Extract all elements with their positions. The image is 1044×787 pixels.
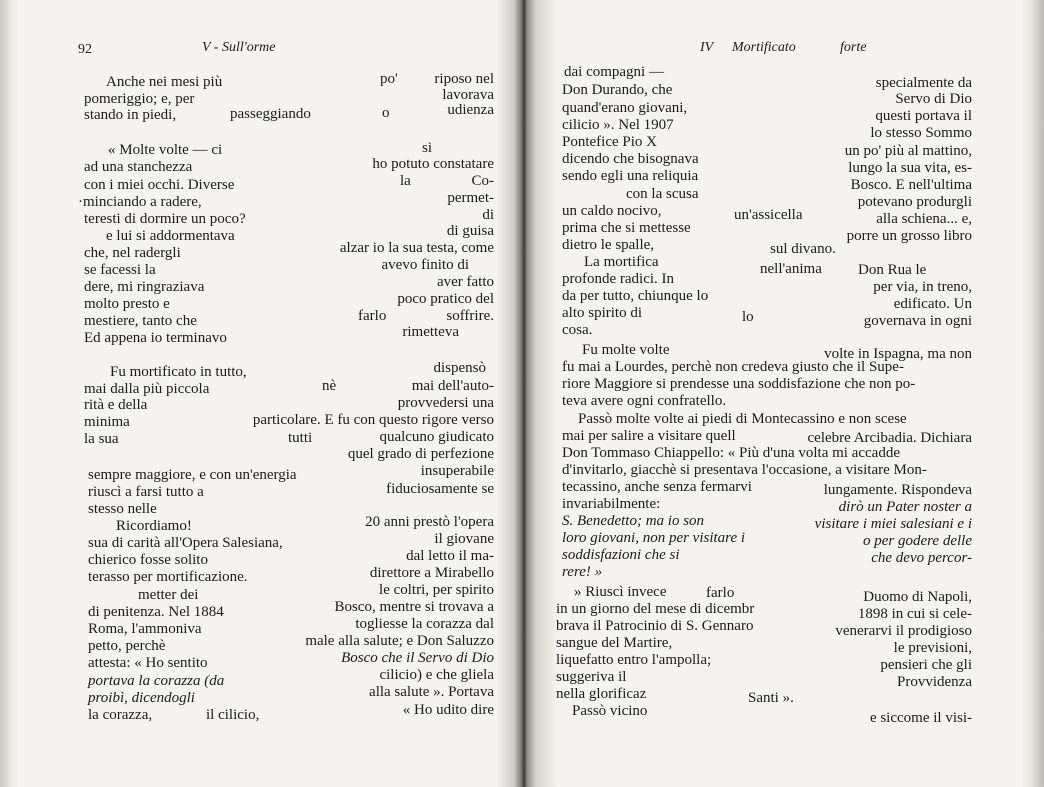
text-line: Bosco. E nell'ultima bbox=[850, 177, 972, 193]
text-line: fu mai a Lourdes, perchè non credeva giusto che il Supe- bbox=[562, 359, 904, 375]
text-line: alto spirito di bbox=[562, 305, 642, 321]
text-line: d'invitarlo, giacchè si presentava l'occasione, a visitare Mon- bbox=[562, 462, 927, 478]
text-line: dicendo che bisognava bbox=[562, 151, 699, 167]
page-edge-right bbox=[1022, 0, 1044, 787]
text-line: profonde radici. In bbox=[562, 271, 675, 287]
text-line: chierico fosse solito bbox=[88, 552, 208, 568]
text-line: cilicio) e che gliela bbox=[379, 667, 494, 683]
text-line: dispensò bbox=[433, 360, 486, 376]
text-line: mestiere, tanto che bbox=[84, 313, 197, 329]
page-number: 92 bbox=[78, 42, 92, 57]
text-line: nell'anima bbox=[760, 261, 822, 277]
text-line: ad una stanchezza bbox=[84, 159, 193, 175]
text-line: che devo percor- bbox=[871, 550, 972, 566]
text-line: il giovane bbox=[434, 531, 494, 547]
text-line: minima bbox=[84, 414, 130, 430]
text-line: male alla salute; e Don Saluzzo bbox=[305, 633, 494, 649]
text-line: soddisfazioni che si bbox=[562, 547, 680, 563]
text-line: poco pratico del bbox=[397, 291, 494, 307]
text-line: rere! » bbox=[562, 564, 603, 580]
text-line: lungo la sua vita, es- bbox=[848, 160, 972, 176]
text-line: un'assicella bbox=[734, 207, 803, 223]
text-line: venerarvi il prodigioso bbox=[835, 623, 972, 639]
text-line: le coltri, per spirito bbox=[379, 582, 494, 598]
text-line: nella glorificaz bbox=[556, 686, 647, 702]
text-line: Duomo di Napoli, bbox=[863, 589, 972, 605]
text-line: teva avere ogni confratello. bbox=[562, 393, 727, 409]
text-line: quand'erano giovani, bbox=[562, 100, 688, 116]
text-line: volte in Ispagna, ma non bbox=[824, 346, 972, 362]
text-line: e lui si addormentava bbox=[106, 228, 235, 244]
text-line: o per godere delle bbox=[863, 533, 972, 549]
text-line: suggeriva il bbox=[556, 669, 627, 685]
running-head: V - Sull'orme bbox=[202, 40, 276, 55]
text-line: cosa. bbox=[562, 322, 593, 338]
text-line: pomeriggio; e, per bbox=[84, 91, 195, 107]
text-line: sendo egli una reliquia bbox=[562, 168, 699, 184]
text-line: porre un grosso libro bbox=[846, 228, 972, 244]
text-line: passeggiando bbox=[230, 106, 311, 122]
text-line: la bbox=[400, 173, 411, 189]
text-line: proibì, dicendogli bbox=[88, 690, 195, 706]
text-line: Co- bbox=[471, 173, 494, 189]
text-line: Don Tommaso Chiappello: « Più d'una volta mi accadde bbox=[562, 445, 900, 461]
text-line: da per tutto, chiunque lo bbox=[562, 288, 709, 304]
text-line: alzar io la sua testa, come bbox=[339, 240, 494, 256]
text-line: dirò un Pater noster a bbox=[838, 499, 972, 515]
text-line: petto, perchè bbox=[88, 638, 166, 654]
text-line: provvedersi una bbox=[397, 395, 494, 411]
text-line: lo stesso Sommo bbox=[870, 125, 972, 141]
text-line: qualcuno giudicato bbox=[379, 429, 494, 445]
text-line: attesta: « Ho sentito bbox=[88, 655, 208, 671]
text-line: farlo bbox=[706, 585, 735, 601]
text-line: sul divano. bbox=[770, 241, 836, 257]
text-line: « Ho udito dire bbox=[402, 702, 494, 718]
text-line: con la scusa bbox=[626, 186, 699, 202]
text-line: le previsioni, bbox=[893, 640, 972, 656]
text-line: la corazza, bbox=[88, 707, 153, 723]
text-line: molto presto e bbox=[84, 296, 170, 312]
text-line: La mortifica bbox=[584, 254, 659, 270]
text-line: per via, in treno, bbox=[873, 279, 972, 295]
text-line: aver fatto bbox=[436, 274, 494, 290]
text-line: portava la corazza (da bbox=[88, 673, 225, 689]
text-line: « Molte volte — ci bbox=[108, 142, 223, 158]
text-line: dai compagni — bbox=[564, 64, 664, 80]
text-line: Roma, l'ammoniva bbox=[88, 621, 202, 637]
text-line: Provvidenza bbox=[897, 674, 972, 690]
text-line: dal letto il ma- bbox=[406, 548, 494, 564]
text-line: liquefatto entro l'ampolla; bbox=[556, 652, 712, 668]
text-line: togliesse la corazza dal bbox=[355, 616, 494, 632]
text-line: Ed appena io terminavo bbox=[84, 330, 227, 346]
text-line: che, nel radergli bbox=[84, 245, 181, 261]
text-line: un po' più al mattino, bbox=[844, 143, 972, 159]
text-line: invariabilmente: bbox=[562, 496, 661, 512]
text-line: quel grado di perfezione bbox=[347, 446, 494, 462]
text-line: insuperabile bbox=[420, 463, 494, 479]
text-line: Passò vicino bbox=[572, 703, 648, 719]
text-line: tecassino, anche senza fermarvi bbox=[562, 479, 752, 495]
text-line: Don Durando, che bbox=[562, 82, 673, 98]
book-gutter bbox=[496, 0, 556, 787]
text-line: o bbox=[382, 105, 390, 121]
text-line: di penitenza. Nel 1884 bbox=[88, 604, 224, 620]
text-line: Ricordiamo! bbox=[116, 518, 192, 534]
text-line: con i miei occhi. Diverse bbox=[84, 177, 235, 193]
text-line: prima che si mettesse bbox=[562, 220, 691, 236]
text-line: potevano produrgli bbox=[857, 194, 972, 210]
text-line: ho potuto constatare bbox=[372, 156, 494, 172]
text-line: Fu molte volte bbox=[582, 342, 670, 358]
text-line: sempre maggiore, e con un'energia bbox=[88, 467, 297, 483]
text-line: soffrire. bbox=[446, 308, 494, 324]
text-line: Anche nei mesi più bbox=[106, 74, 223, 90]
text-line: sua di carità all'Opera Salesiana, bbox=[88, 535, 283, 551]
text-line: Servo di Dio bbox=[895, 91, 972, 107]
text-line: Bosco che il Servo di Dio bbox=[341, 650, 494, 666]
text-line: tutti bbox=[288, 430, 313, 446]
text-line: nè bbox=[322, 378, 337, 394]
text-line: stando in piedi, bbox=[84, 107, 177, 123]
text-line: lungamente. Rispondeva bbox=[823, 482, 972, 498]
text-line: brava il Patrocinio di S. Gennaro bbox=[556, 618, 754, 634]
text-line: di bbox=[482, 207, 494, 223]
text-line: rità e della bbox=[84, 397, 148, 413]
text-line: riposo nel bbox=[434, 71, 494, 87]
text-line: si bbox=[422, 140, 433, 156]
text-line: e siccome il visi- bbox=[869, 710, 972, 726]
text-line: questi portava il bbox=[875, 108, 972, 124]
text-line: edificato. Un bbox=[893, 296, 972, 312]
running-head-chapter: IV bbox=[700, 40, 714, 55]
text-line: 1898 in cui si cele- bbox=[857, 606, 972, 622]
text-line: cilicio ». Nel 1907 bbox=[562, 117, 674, 133]
text-line: S. Benedetto; ma io son bbox=[562, 513, 705, 529]
text-line: riuscì a farsi tutto a bbox=[88, 484, 204, 500]
text-line: pensieri che gli bbox=[880, 657, 972, 673]
text-line: teresti di dormire un poco? bbox=[84, 211, 246, 227]
text-line: Don Rua le bbox=[858, 262, 927, 278]
text-line: dere, mi ringraziava bbox=[84, 279, 205, 295]
text-line: mai dalla più piccola bbox=[84, 381, 210, 397]
text-line: direttore a Mirabello bbox=[369, 565, 494, 581]
text-line: in un giorno del mese di dicembr bbox=[556, 601, 755, 617]
page-edge-left bbox=[0, 0, 18, 787]
text-line: alla schiena... e, bbox=[876, 211, 972, 227]
text-line: di guisa bbox=[446, 223, 494, 239]
text-line: loro giovani, non per visitare i bbox=[562, 530, 746, 546]
text-line: rimetteva bbox=[402, 324, 459, 340]
running-head-title: Mortificato bbox=[732, 40, 796, 55]
text-line: terasso per mortificazione. bbox=[88, 569, 248, 585]
text-line: il cilicio, bbox=[206, 707, 260, 723]
text-line: Pontefice Pio X bbox=[562, 134, 657, 150]
text-line: celebre Arcibadia. Dichiara bbox=[807, 430, 972, 446]
text-line: permet- bbox=[447, 190, 494, 206]
text-line: Fu mortificato in tutto, bbox=[110, 364, 247, 380]
text-line: lo bbox=[742, 309, 754, 325]
text-line: Bosco, mentre si trovava a bbox=[334, 599, 494, 615]
text-line: particolare. E fu con questo rigore verso bbox=[252, 412, 494, 428]
text-line: Passò molte volte ai piedi di Montecassino e non scese bbox=[578, 411, 907, 427]
text-line: fiduciosamente se bbox=[386, 481, 494, 497]
text-line: stesso nelle bbox=[88, 501, 157, 517]
text-line: ·minciando a radere, bbox=[78, 194, 202, 210]
text-line: farlo bbox=[358, 308, 387, 324]
text-line: po' bbox=[380, 71, 398, 87]
text-line: udienza bbox=[447, 102, 494, 118]
text-line: se facessi la bbox=[84, 262, 156, 278]
text-line: mai dell'auto- bbox=[411, 378, 494, 394]
text-line: riore Maggiore si prendesse una soddisfazione che non po- bbox=[562, 376, 916, 392]
text-line: mai per salire a visitare quell bbox=[562, 428, 736, 444]
text-line: metter dei bbox=[138, 587, 199, 603]
text-line: un caldo nocivo, bbox=[562, 203, 662, 219]
text-line: lavorava bbox=[442, 87, 494, 103]
text-line: dietro le spalle, bbox=[562, 237, 655, 253]
text-line: sangue del Martire, bbox=[556, 635, 673, 651]
text-line: visitare i miei salesiani e i bbox=[814, 516, 972, 532]
text-line: Santi ». bbox=[748, 690, 794, 706]
text-line: 20 anni prestò l'opera bbox=[365, 514, 494, 530]
text-line: specialmente da bbox=[875, 75, 972, 91]
text-line: la sua bbox=[84, 431, 119, 447]
running-head-title-end: forte bbox=[840, 40, 867, 55]
text-line: alla salute ». Portava bbox=[369, 684, 494, 700]
text-line: avevo finito di bbox=[381, 257, 469, 273]
text-line: » Riuscì invece bbox=[574, 584, 667, 600]
text-line: governava in ogni bbox=[863, 313, 972, 329]
